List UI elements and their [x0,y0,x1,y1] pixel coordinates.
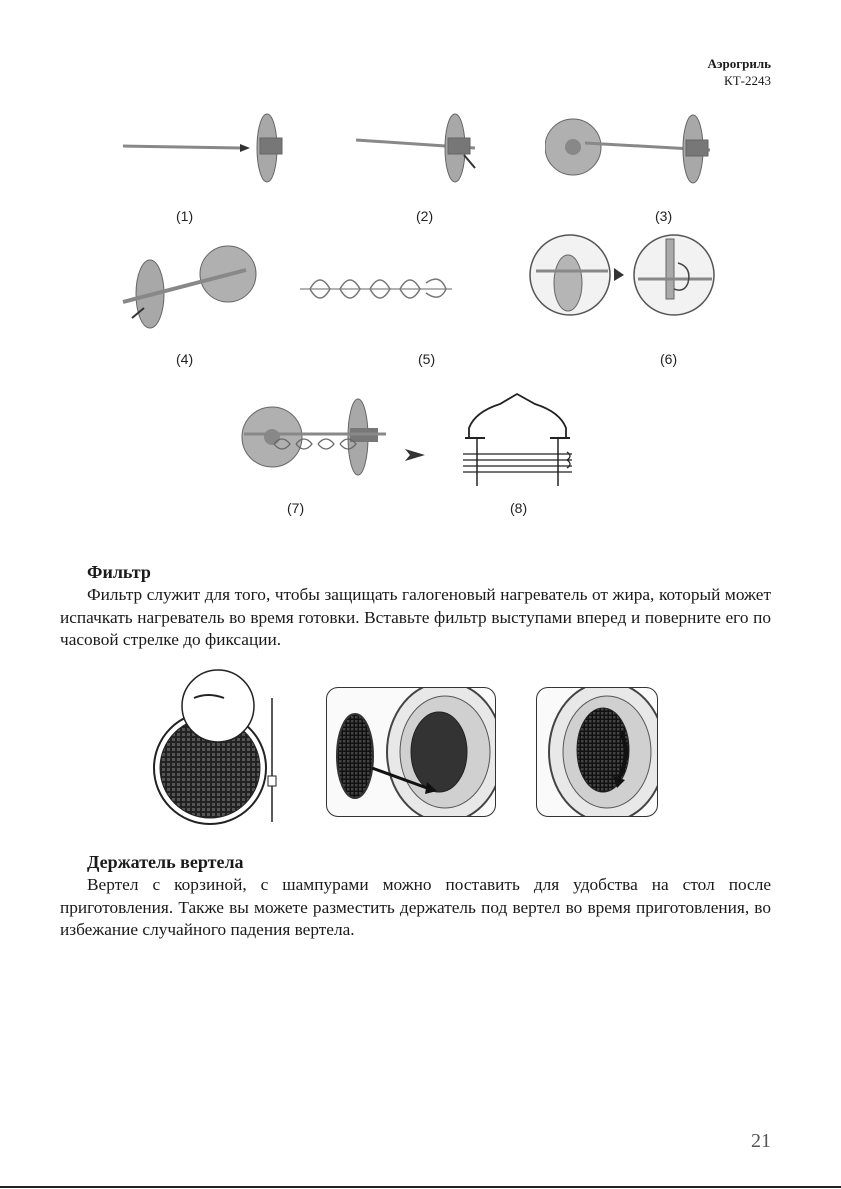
arrow-icon [405,447,427,463]
figure-step-8 [455,390,580,490]
section-title-filter: Фильтр [87,562,151,582]
caption-step-8: (8) [510,500,528,516]
caption-step-4: (4) [176,351,194,367]
header-brand: Аэрогриль [707,56,771,71]
header-model: КТ-2243 [724,73,771,88]
bottom-rule [0,1186,841,1188]
caption-step-7: (7) [287,500,305,516]
figure-step-3 [545,105,725,195]
figure-step-1 [115,108,295,193]
page-header [707,55,771,89]
caption-step-5: (5) [418,351,436,367]
page-number: 21 [751,1130,771,1152]
filter-drawing [152,668,282,828]
filter-insert-photo [326,687,496,817]
filter-rotate-photo [536,687,658,817]
paragraph-holder: Вертел с корзиной, с шампурами можно поставить для удобства на стол после приготовления. Также вы можете разместить держатель под вертел во время приготовления, во избежание случайного падения вертела. [60,875,771,939]
caption-step-2: (2) [416,208,434,224]
figure-step-7 [240,392,390,487]
figure-step-6 [528,233,718,318]
paragraph-filter: Фильтр служит для того, чтобы защищать галогеновый нагреватель от жира, который может испачкать нагреватель во время готовки. Вставьте фильтр выступами вперед и поверните его по часовой стрелке до фиксации. [60,585,771,649]
figure-step-2 [350,108,490,193]
caption-step-1: (1) [176,208,194,224]
figure-step-5 [296,265,456,310]
caption-step-6: (6) [660,351,678,367]
figure-step-4 [118,242,258,332]
caption-step-3: (3) [655,208,673,224]
section-title-holder: Держатель вертела [87,852,244,872]
